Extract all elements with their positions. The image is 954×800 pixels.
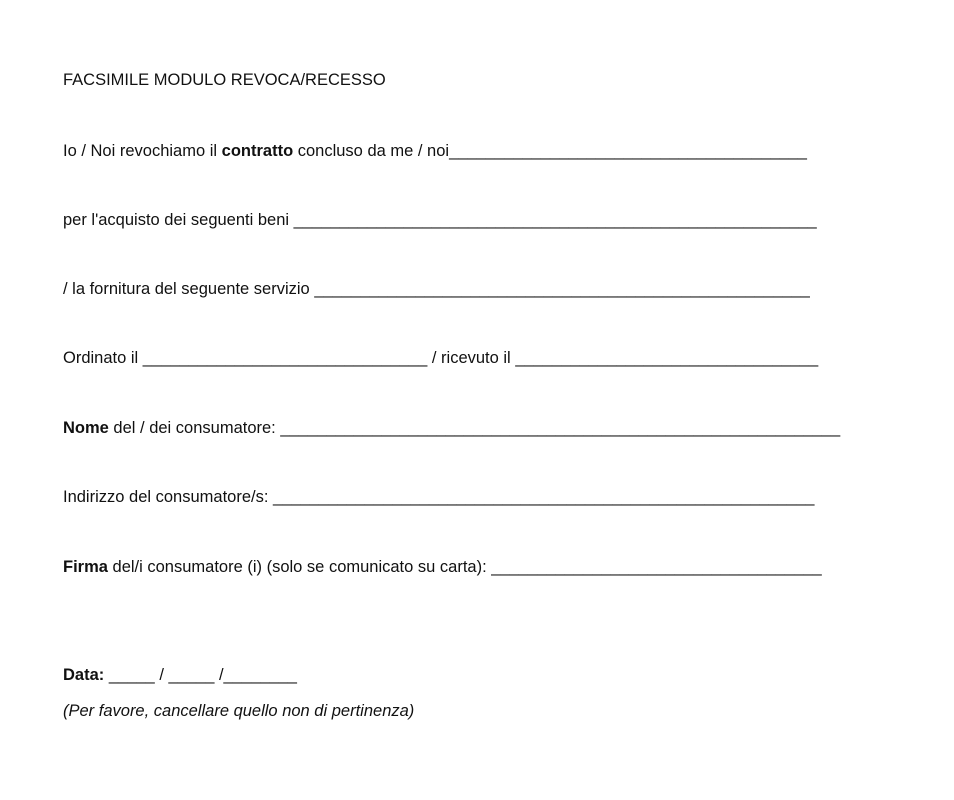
service-label: / la fornitura del seguente servizio (63, 280, 315, 298)
signature-label: del/i consumatore (i) (solo se comunicato su carta): (107, 558, 492, 576)
name-label: del / dei consumatore: (108, 419, 281, 437)
signature-blank-field: ____________________________________ (491, 558, 822, 576)
contract-bold-word: contratto (221, 142, 294, 160)
address-blank-field: ___________________________________________________________ (273, 488, 815, 506)
goods-label: per l'acquisto dei seguenti beni (63, 211, 294, 229)
received-blank-field: _________________________________ (515, 349, 819, 367)
pertinence-note: (Per favore, cancellare quello non di pertinenza) (63, 702, 415, 720)
consumer-address-line (63, 487, 814, 507)
goods-line (63, 210, 817, 230)
signature-bold-word: Firma (63, 558, 108, 576)
goods-blank-field: _________________________________________________________ (293, 211, 817, 229)
service-line (63, 279, 810, 299)
consumer-name-line (63, 418, 840, 438)
address-label: Indirizzo del consumatore/s: (63, 488, 274, 506)
dates-line (63, 348, 818, 368)
name-bold-word: Nome (63, 419, 109, 437)
signature-line (63, 557, 822, 577)
revoke-contract-line (63, 141, 807, 161)
date-line (63, 665, 297, 685)
date-bold-word: Data: (63, 666, 105, 684)
ordered-label: Ordinato il (63, 349, 143, 367)
date-blank-fields: _____ / _____ /________ (104, 666, 297, 684)
service-blank-field: ______________________________________________________ (314, 280, 810, 298)
received-label: / ricevuto il (427, 349, 516, 367)
revoke-text-before: Io / Noi revochiamo il (63, 142, 222, 160)
revoke-blank-field: _______________________________________ (449, 142, 807, 160)
form-title: FACSIMILE MODULO REVOCA/RECESSO (63, 71, 386, 89)
ordered-blank-field: _______________________________ (142, 349, 428, 367)
revoke-text-after: concluso da me / noi (293, 142, 450, 160)
name-blank-field: _____________________________________________________________ (280, 419, 841, 437)
